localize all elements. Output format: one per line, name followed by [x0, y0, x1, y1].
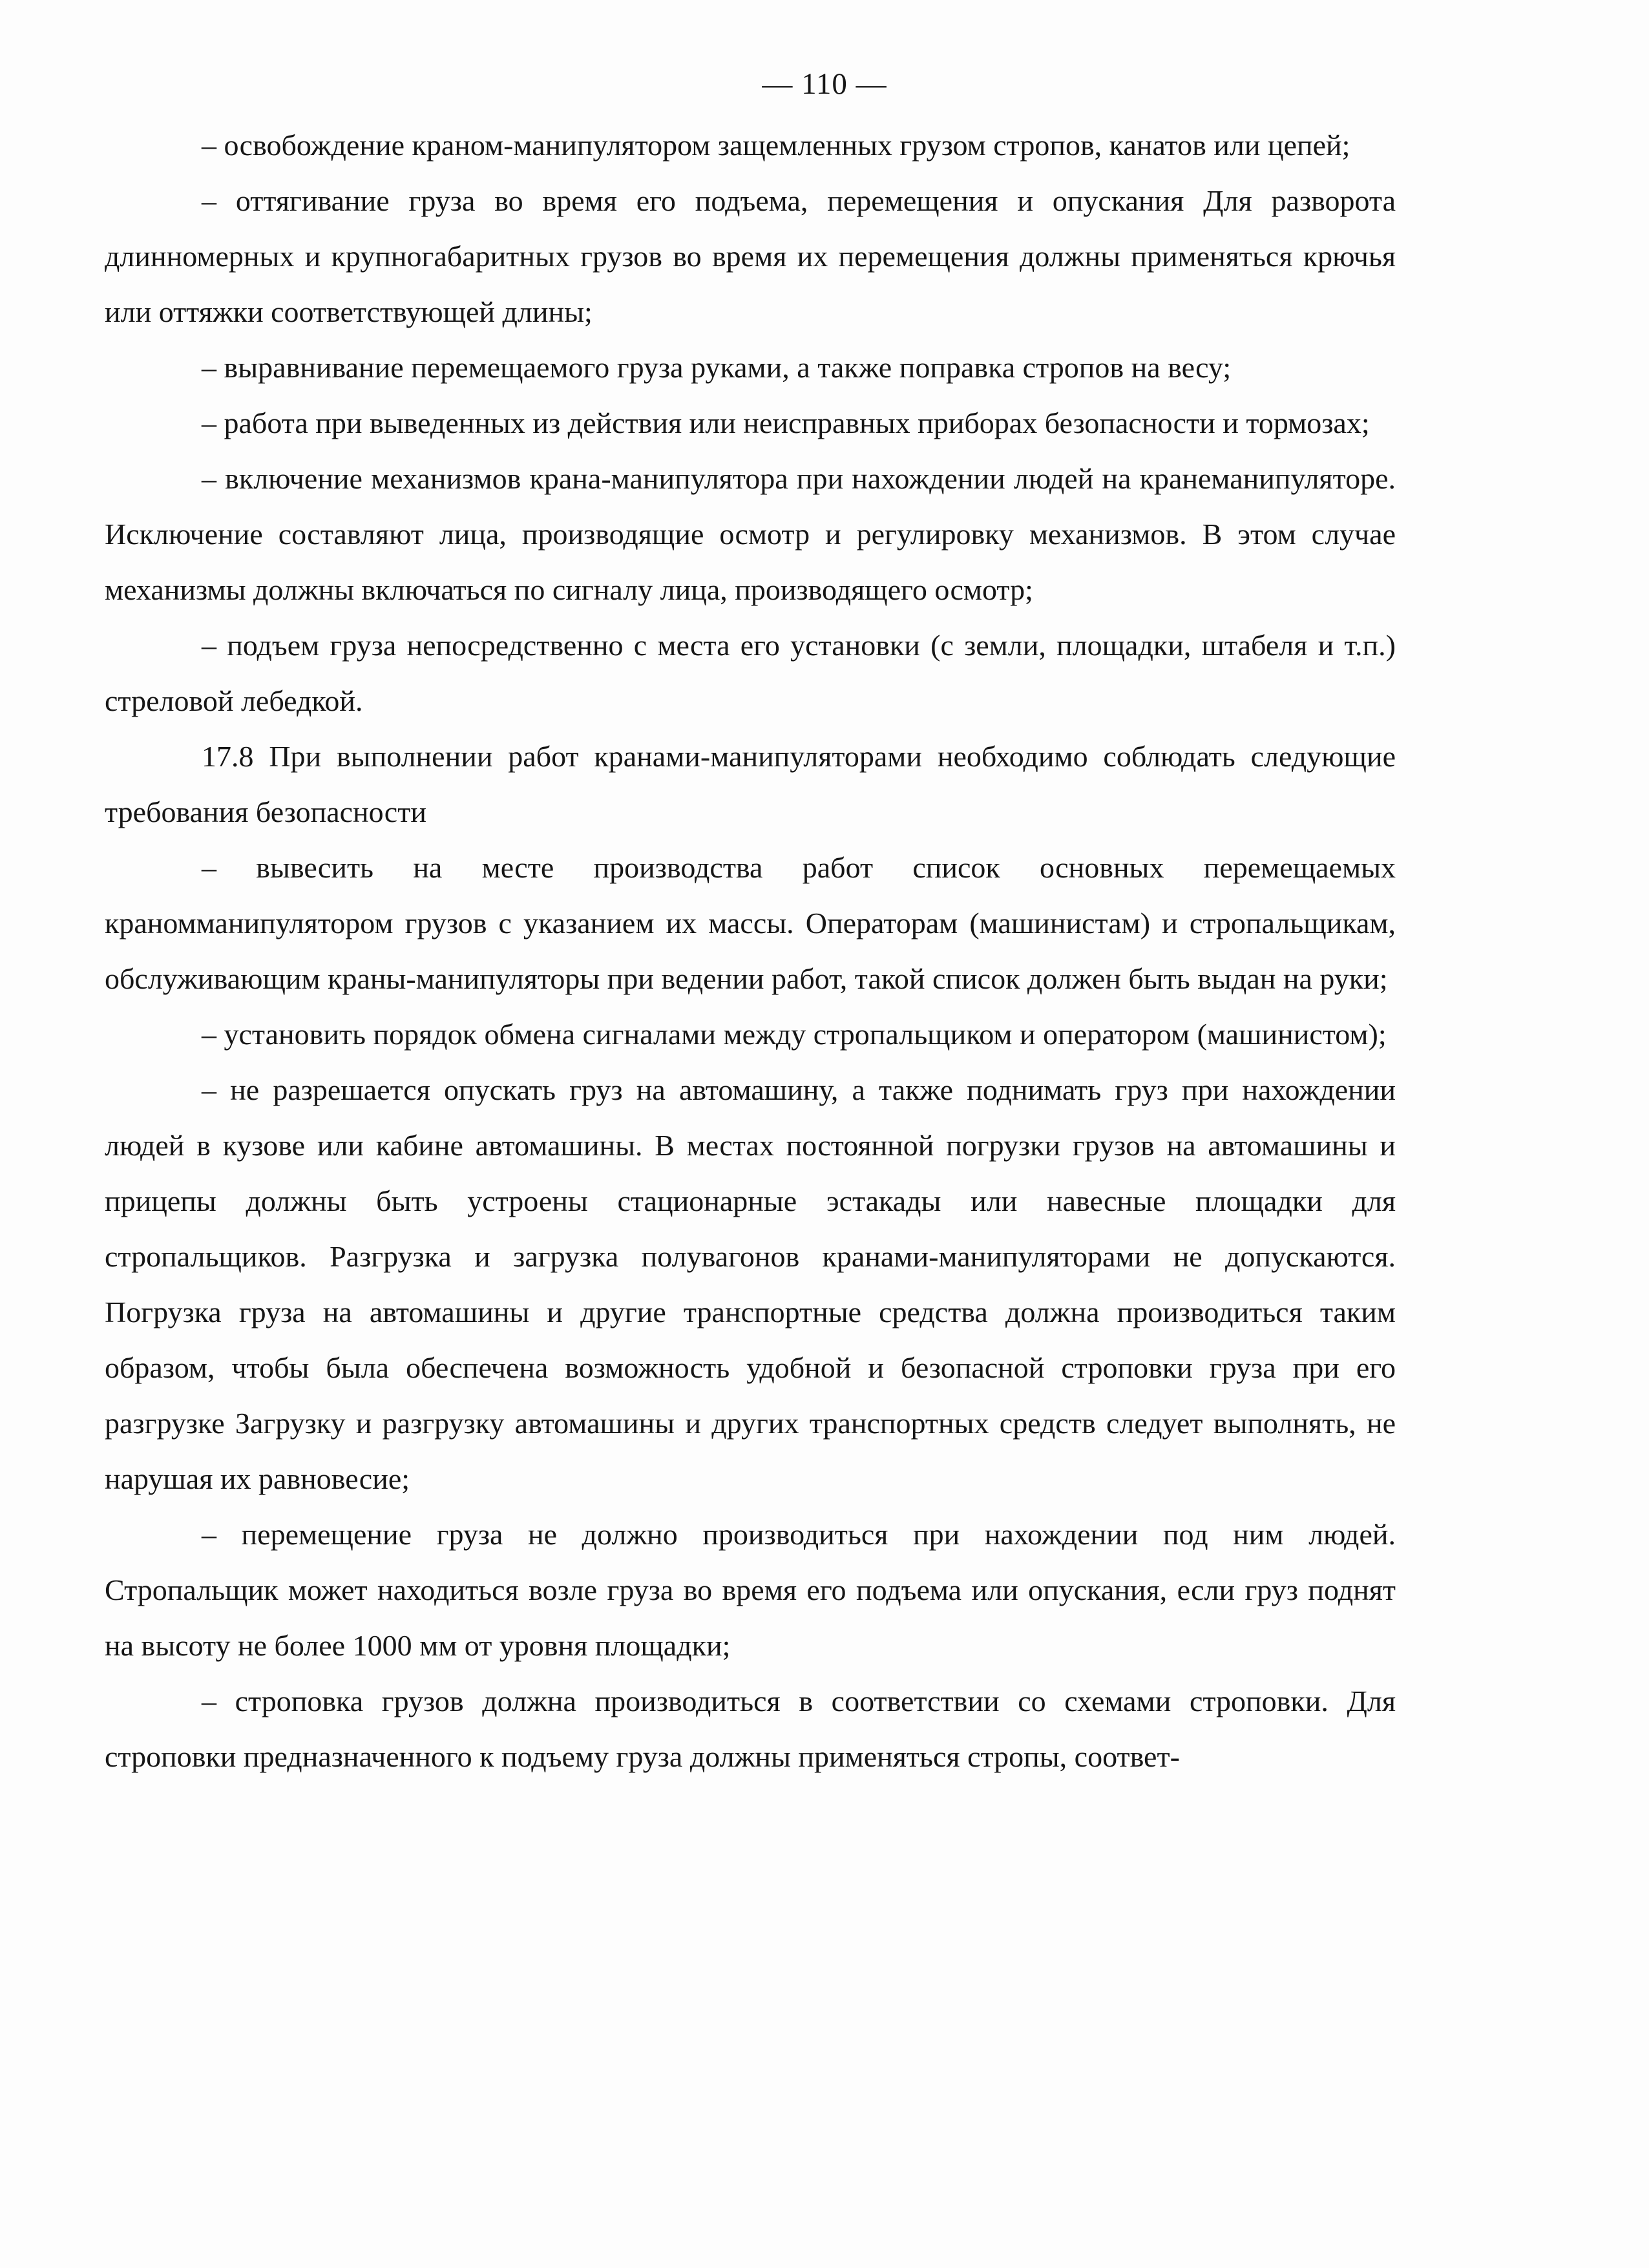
paragraph: – работа при выведенных из действия или неисправных приборах безопасности и тормозах; [202, 406, 1370, 439]
page-number: — 110 — [762, 67, 887, 101]
paragraph: – строповка грузов должна производиться в соответствии со схемами строповки. Для строповки предназначенного к подъему груза должны применяться стропы, соответ- [105, 1685, 1396, 1773]
paragraph: – включение механизмов крана-манипулятора при нахождении людей на кранеманипуляторе. Исключение составляют лица, производящие осмотр и регулировку механизмов. В этом случае механизмы должны включаться по сигналу лица, производящего осмотр; [105, 462, 1396, 606]
paragraph: – выравнивание перемещаемого груза руками, а также поправка стропов на весу; [202, 351, 1232, 384]
paragraph: – вывесить на месте производства работ список основных перемещаемых краномманипулятором грузов с указанием их массы. Операторам (машинистам) и стропальщикам, обслуживающим краны-манипуляторы при ведении работ, такой список должен быть выдан на руки; [105, 851, 1396, 995]
paragraph: – установить порядок обмена сигналами между стропальщиком и оператором (машинистом); [202, 1018, 1387, 1051]
section-paragraph: 17.8 При выполнении работ кранами-манипуляторами необходимо соблюдать следующие требования безопасности [105, 740, 1396, 828]
paragraph: – подъем груза непосредственно с места его установки (с земли, площадки, штабеля и т.п.) стреловой лебедкой. [105, 629, 1396, 717]
paragraph: – не разрешается опускать груз на автомашину, а также поднимать груз при нахождении людей в кузове или кабине автомашины. В местах постоянной погрузки грузов на автомашины и прицепы должны быть устроены стационарные эстакады или навесные площадки для стропальщиков. Разгрузка и загрузка полувагонов кранами-манипуляторами не допускаются. Погрузка груза на автомашины и другие транспортные средства должна производиться таким образом, чтобы была обеспечена возможность удобной и безопасной строповки груза при его разгрузке Загрузку и разгрузку автомашины и других транспортных средств следует выполнять, не нарушая их равновесие; [105, 1073, 1396, 1495]
paragraph: – освобождение краном-манипулятором защемленных грузом стропов, канатов или цепей; [202, 129, 1350, 162]
body-text [105, 118, 1396, 1785]
paragraph: – оттягивание груза во время его подъема, перемещения и опускания Для разворота длинномерных и крупногабаритных грузов во время их перемещения должны применяться крючья или оттяжки соответствующей длины; [105, 184, 1396, 328]
paragraph: – перемещение груза не должно производиться при нахождении под ним людей. Стропальщик может находиться возле груза во время его подъема или опускания, если груз поднят на высоту не более 1000 мм от уровня площадки; [105, 1518, 1396, 1662]
